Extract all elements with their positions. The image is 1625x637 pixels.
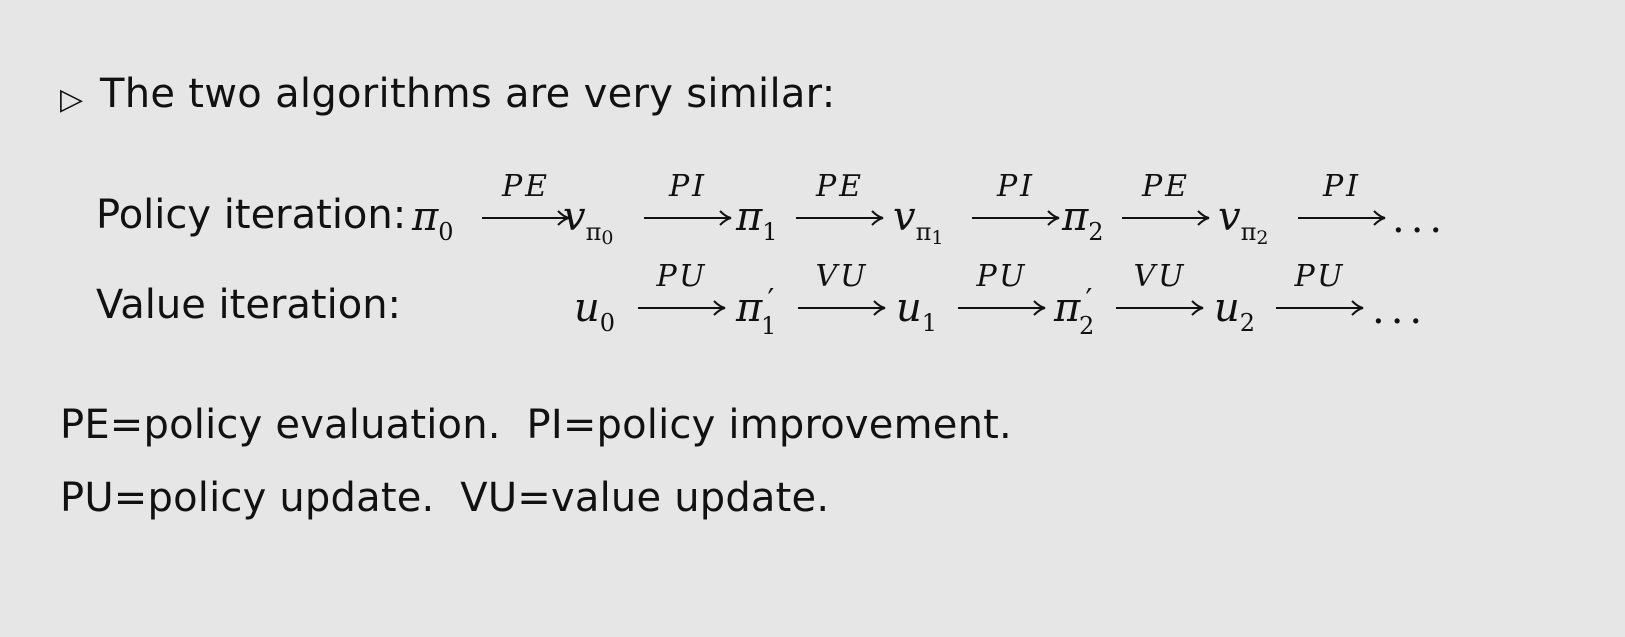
vi-term-pi2-prime: π ′ 2 <box>1054 283 1095 340</box>
right-arrow-icon <box>1274 300 1366 316</box>
arrow-pi-1 <box>642 169 734 242</box>
right-arrow-icon <box>642 210 734 226</box>
arrow-vu-2 <box>1114 259 1206 332</box>
vi-term-u2: $u_2$ <box>1214 285 1256 337</box>
right-arrow-icon <box>970 210 1062 226</box>
right-arrow-icon <box>1120 210 1212 226</box>
arrow-pu-2 <box>956 259 1048 332</box>
policy-iteration-label: Policy iteration: <box>96 192 407 238</box>
arrow-label: PI <box>1322 169 1362 204</box>
right-arrow-icon <box>796 300 888 316</box>
arrow-label: PU <box>656 259 708 294</box>
pi-term-pi0: $\pi_0$ <box>412 194 454 246</box>
bullet-triangle-icon: ▷ <box>60 82 84 117</box>
arrow-pu-3 <box>1274 259 1366 332</box>
arrow-label: PE <box>1141 169 1191 204</box>
pi-term-v-pi2: $v_{\pi 2}$ <box>1218 194 1269 249</box>
vi-term-u0: $u_0$ <box>574 285 616 337</box>
arrow-vu-1 <box>796 259 888 332</box>
arrow-pe-1 <box>480 169 572 242</box>
vi-term-pi1-prime: π ′ 1 <box>736 283 777 340</box>
footnote-pe-pi: PE=policy evaluation. PI=policy improvement. <box>60 402 1012 448</box>
arrow-label: PI <box>668 169 708 204</box>
vi-term-u1: $u_1$ <box>896 285 938 337</box>
right-arrow-icon <box>1114 300 1206 316</box>
pi-term-pi2: $\pi_2$ <box>1062 194 1104 246</box>
arrow-label: PU <box>976 259 1028 294</box>
arrow-pi-2 <box>970 169 1062 242</box>
arrow-pi-3 <box>1296 169 1388 242</box>
right-arrow-icon <box>636 300 728 316</box>
pi-term-v-pi0: $v_{\pi 0}$ <box>563 194 614 249</box>
right-arrow-icon <box>956 300 1048 316</box>
right-arrow-icon <box>794 210 886 226</box>
value-iteration-label: Value iteration: <box>96 282 402 328</box>
arrow-label: VU <box>1133 259 1187 294</box>
value-iteration-ellipsis: ... <box>1372 287 1429 333</box>
pi-term-v-pi1: $v_{\pi 1}$ <box>893 194 944 249</box>
arrow-label: PU <box>1294 259 1346 294</box>
right-arrow-icon <box>480 210 572 226</box>
policy-iteration-ellipsis: ... <box>1392 196 1449 242</box>
arrow-pu-1 <box>636 259 728 332</box>
arrow-label: VU <box>815 259 869 294</box>
arrow-pe-3 <box>1120 169 1212 242</box>
right-arrow-icon <box>1296 210 1388 226</box>
arrow-label: PI <box>996 169 1036 204</box>
arrow-pe-2 <box>794 169 886 242</box>
heading-text: The two algorithms are very similar: <box>100 71 836 117</box>
arrow-label: PE <box>815 169 865 204</box>
arrow-label: PE <box>501 169 551 204</box>
footnote-pu-vu: PU=policy update. VU=value update. <box>60 475 830 521</box>
pi-term-pi1: $\pi_1$ <box>736 194 778 246</box>
